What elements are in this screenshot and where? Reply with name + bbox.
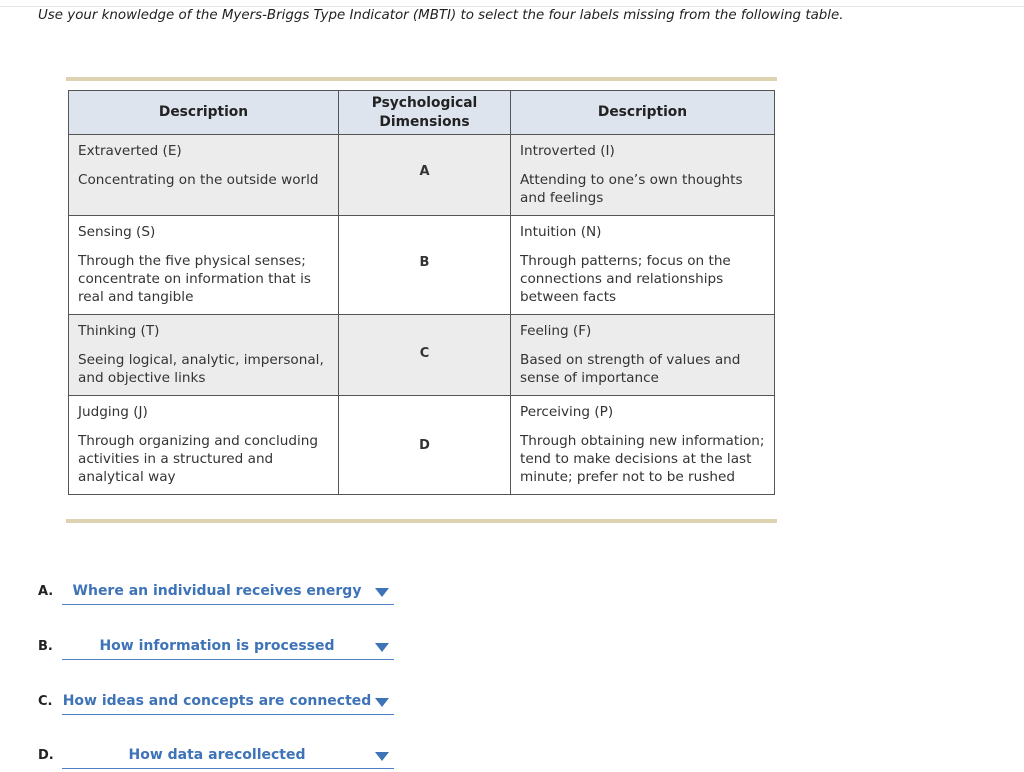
right-description: Through obtaining new information; tend to make decisions at the last minute; prefer not to be rushed	[520, 433, 765, 485]
dimension-cell	[339, 135, 511, 216]
left-title: Thinking (T)	[78, 323, 160, 339]
table-header-row	[69, 91, 775, 135]
caret-down-icon	[375, 752, 389, 761]
right-cell	[511, 216, 775, 315]
left-cell	[69, 135, 339, 216]
mbti-table	[68, 90, 775, 495]
table-row	[69, 315, 775, 396]
right-cell	[511, 396, 775, 495]
top-divider	[0, 6, 1024, 7]
header-psychological-dimensions	[339, 91, 511, 135]
right-description: Through patterns; focus on the connections and relationships between facts	[520, 253, 731, 305]
table-bottom-rule	[66, 519, 777, 523]
left-title: Sensing (S)	[78, 224, 156, 240]
left-title: Extraverted (E)	[78, 143, 182, 159]
dimension-cell	[339, 216, 511, 315]
answer-c-dropdown[interactable]	[62, 692, 394, 715]
answer-d-selected-value: How data arecollected	[128, 747, 306, 763]
answer-a-selected-value: Where an individual receives energy	[72, 583, 362, 599]
right-description: Attending to one’s own thoughts and feelings	[520, 172, 743, 206]
dimension-label: A	[419, 164, 430, 179]
right-title: Perceiving (P)	[520, 404, 614, 420]
header-psychological-dimensions-text: Psychological Dimensions	[371, 94, 478, 130]
answer-d-dropdown[interactable]	[62, 746, 394, 769]
dimension-cell	[339, 396, 511, 495]
answer-b-selected-value: How information is processed	[99, 638, 335, 654]
answer-letter: C.	[38, 694, 53, 709]
answer-a-dropdown[interactable]	[62, 582, 394, 605]
header-right-description: Description	[511, 91, 775, 135]
right-cell	[511, 135, 775, 216]
table-row	[69, 135, 775, 216]
left-description: Concentrating on the outside world	[78, 172, 319, 188]
header-left-description: Description	[69, 91, 339, 135]
right-title: Feeling (F)	[520, 323, 592, 339]
right-title: Intuition (N)	[520, 224, 602, 240]
right-description: Based on strength of values and sense of importance	[520, 352, 741, 386]
answer-letter: A.	[38, 584, 54, 599]
answer-letter: D.	[38, 748, 54, 763]
answer-letter: B.	[38, 639, 53, 654]
right-title: Introverted (I)	[520, 143, 615, 159]
answer-b-dropdown[interactable]	[62, 637, 394, 660]
right-cell	[511, 315, 775, 396]
caret-down-icon	[375, 698, 389, 707]
left-description: Through the five physical senses; concentrate on information that is real and tangible	[78, 253, 311, 305]
dimension-label: D	[419, 438, 430, 453]
left-description: Through organizing and concluding activities in a structured and analytical way	[78, 433, 319, 485]
left-title: Judging (J)	[78, 404, 148, 420]
table-row	[69, 216, 775, 315]
caret-down-icon	[375, 588, 389, 597]
table-top-rule	[66, 77, 777, 81]
left-cell	[69, 315, 339, 396]
dimension-label: B	[419, 255, 430, 270]
dimension-cell	[339, 315, 511, 396]
dimension-label: C	[419, 346, 430, 361]
left-cell	[69, 396, 339, 495]
left-cell	[69, 216, 339, 315]
caret-down-icon	[375, 643, 389, 652]
left-description: Seeing logical, analytic, impersonal, and objective links	[78, 352, 324, 386]
table-row	[69, 396, 775, 495]
question-prompt: Use your knowledge of the Myers-Briggs Type Indicator (MBTI) to select the four labels missing from the following table.	[38, 8, 844, 23]
answer-c-selected-value: How ideas and concepts are connected	[62, 693, 372, 709]
